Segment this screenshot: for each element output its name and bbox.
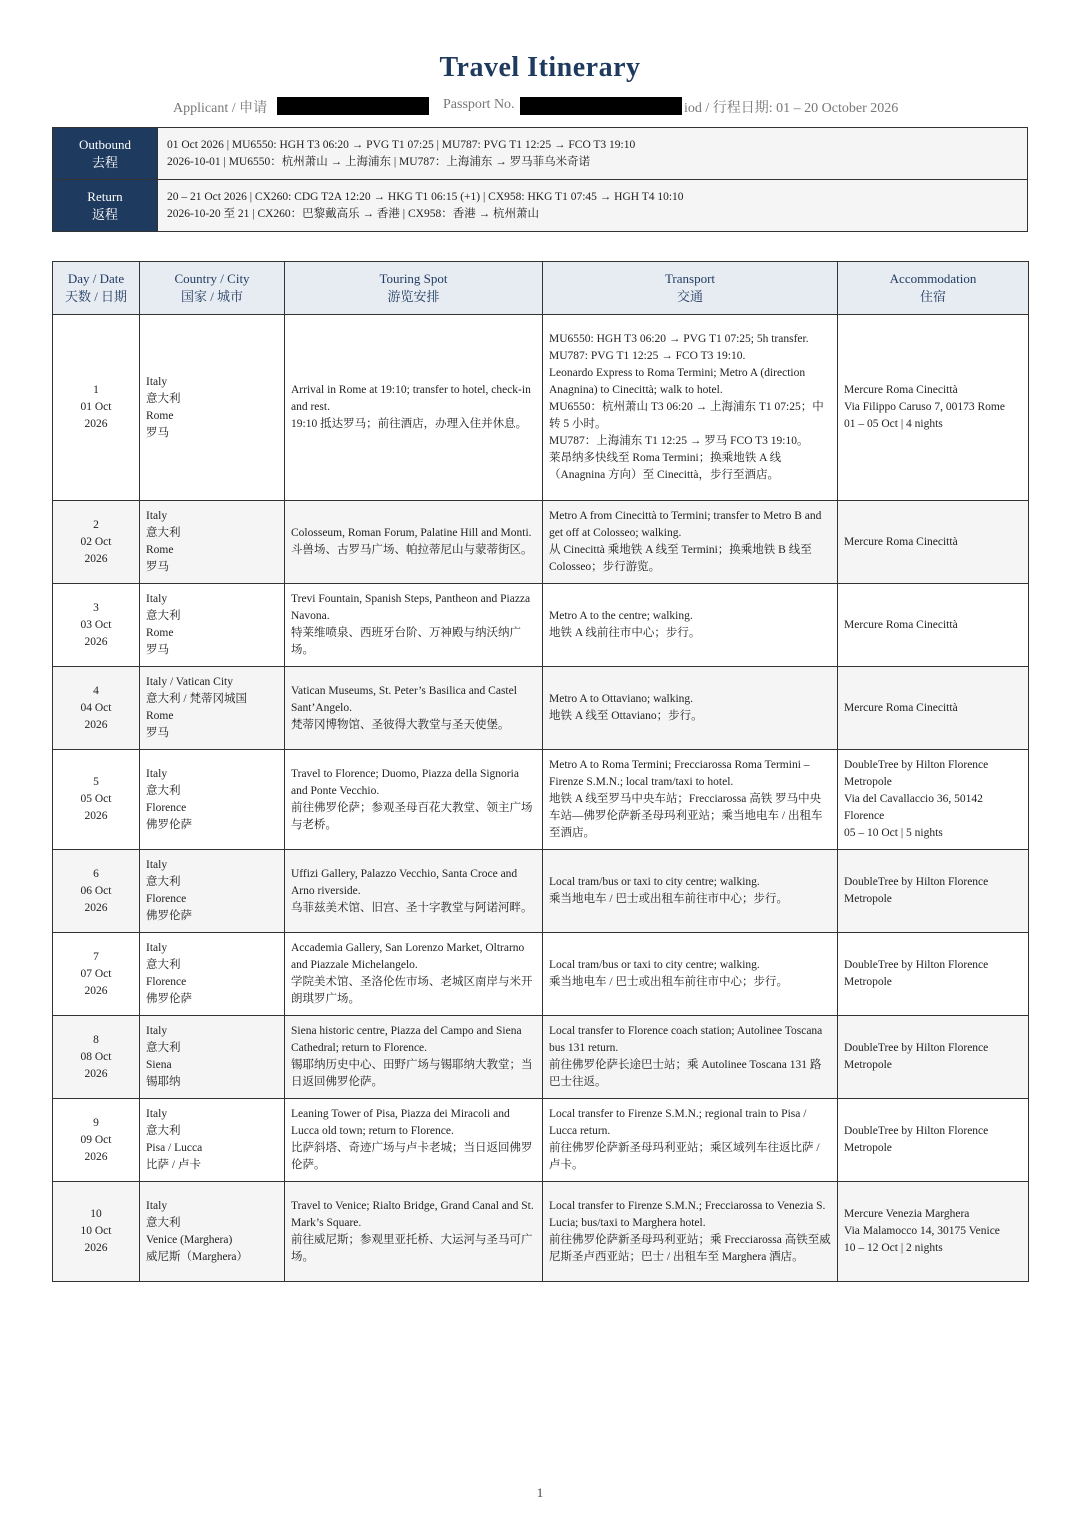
country-city-line: Florence [146, 976, 187, 988]
header-country-city [140, 262, 285, 315]
country-city-cell [140, 584, 285, 667]
day-date-line: 01 Oct [80, 401, 112, 413]
return-details-en: 20 – 21 Oct 2026 | CX260: CDG T2A 12:20 → HKG T1 06:15 (+1) | CX958: HKG T1 07:45 → HGH T4 10:10 [167, 190, 684, 203]
itinerary-row [53, 315, 1029, 501]
day-date-line: 09 Oct [80, 1133, 112, 1146]
touring-spot-line: Leaning Tower of Pisa, Piazza dei Miracoli and Lucca old town; return to Florence. [291, 1108, 510, 1137]
day-date-line: 2026 [84, 901, 108, 914]
country-city-line: Italy [146, 1199, 168, 1212]
header-row [53, 262, 1029, 315]
country-city-line: 意大利 [146, 1125, 181, 1137]
page-number: 1 [536, 1485, 544, 1500]
applicant-name-redaction [277, 97, 429, 115]
touring-spot-line: 19:10 抵达罗马；前往酒店，办理入住并休息。 [291, 418, 528, 430]
outbound-details-cell [158, 128, 1028, 180]
touring-spot-cell [285, 1099, 543, 1182]
itinerary-table [52, 261, 1029, 1282]
day-date-cell [53, 315, 140, 501]
country-city-line: 罗马 [146, 644, 169, 656]
country-city-cell [140, 1016, 285, 1099]
transport-line: Metro A to the centre; walking. [549, 610, 693, 622]
header-day-date [53, 262, 140, 315]
country-city-line: Italy [146, 510, 168, 522]
accommodation-line: DoubleTree by Hilton Florence Metropole [844, 959, 989, 988]
day-date-line: 2026 [84, 810, 108, 822]
transport-cell [543, 1016, 838, 1099]
return-label-zh: 返程 [91, 206, 118, 222]
country-city-line: 意大利 [146, 527, 181, 539]
country-city-line: Italy [146, 1108, 168, 1120]
country-city-line: Italy / Vatican City [146, 676, 233, 688]
country-city-cell [140, 315, 285, 501]
header-day-date-zh: 天数 / 日期 [64, 289, 128, 304]
accommodation-line: DoubleTree by Hilton Florence Metropole [844, 759, 989, 788]
touring-spot-cell [285, 1016, 543, 1099]
country-city-line: Italy [146, 593, 168, 605]
accommodation-line: 10 – 12 Oct | 2 nights [844, 1242, 943, 1254]
transport-line: Local transfer to Firenze S.M.N.; Frecciarossa to Venezia S. Lucia; bus/taxi to Marghera hotel. [549, 1199, 826, 1229]
country-city-line: 佛罗伦萨 [146, 993, 192, 1005]
country-city-line: 锡耶纳 [146, 1076, 181, 1088]
country-city-line: 意大利 / 梵蒂冈城国 [146, 693, 247, 705]
transport-line: Local tram/bus or taxi to city centre; walking. [549, 876, 760, 888]
country-city-line: Siena [146, 1059, 172, 1071]
touring-spot-cell [285, 501, 543, 584]
accommodation-cell [838, 667, 1029, 750]
accommodation-line: Via del Cavallaccio 36, 50142 Florence [844, 793, 983, 822]
day-date-line: 05 Oct [80, 793, 112, 805]
header-accommodation-en: Accommodation [889, 271, 977, 286]
accommodation-line: Mercure Roma Cinecittà [844, 618, 958, 631]
transport-line: Metro A to Ottaviano; walking. [549, 693, 694, 705]
outbound-label-cell [53, 128, 158, 180]
header-accommodation-zh: 住宿 [919, 289, 946, 304]
return-label-en: Return [87, 188, 123, 204]
touring-spot-line: 斗兽场、古罗马广场、帕拉蒂尼山与蒙蒂街区。 [291, 544, 533, 556]
day-date-line: 02 Oct [80, 535, 112, 548]
header-transport-zh: 交通 [676, 289, 703, 304]
transport-cell [543, 750, 838, 850]
transport-line: MU6550：杭州萧山 T3 06:20 → 上海浦东 T1 07:25；中转 5 小时。 [549, 401, 824, 430]
itinerary-row [53, 750, 1029, 850]
outbound-details-en: 01 Oct 2026 | MU6550: HGH T3 06:20 → PVG T1 07:25 | MU787: PVG T1 12:25 → FCO T3 19:10 [167, 138, 636, 151]
touring-spot-line: Accademia Gallery, San Lorenzo Market, Oltrarno and Piazzale Michelangelo. [291, 942, 525, 971]
itinerary-row [53, 1182, 1029, 1282]
country-city-line: 罗马 [146, 727, 169, 739]
accommodation-cell [838, 933, 1029, 1016]
day-date-cell [53, 933, 140, 1016]
passport-number-redaction [520, 97, 682, 115]
touring-spot-line: 学院美术馆、圣洛伦佐市场、老城区南岸与米开朗琪罗广场。 [291, 976, 533, 1005]
accommodation-line: Via Malamocco 14, 30175 Venice [844, 1225, 1000, 1237]
transport-line: 前往佛罗伦萨新圣母玛利亚站；乘 Frecciarossa 高铁至威尼斯圣卢西亚站；巴士 / 出租车至 Marghera 酒店。 [549, 1233, 831, 1263]
header-country-city-zh: 国家 / 城市 [180, 289, 244, 304]
day-date-line: 04 Oct [80, 701, 112, 714]
transport-line: Metro A from Cinecittà to Termini; transfer to Metro B and get off at Colosseo; walking. [549, 510, 822, 539]
transport-cell [543, 850, 838, 933]
day-date-line: 1 [93, 384, 99, 396]
touring-spot-line: Colosseum, Roman Forum, Palatine Hill and Monti. [291, 527, 532, 539]
touring-spot-cell [285, 584, 543, 667]
transport-line: 从 Cinecittà 乘地铁 A 线至 Termini；换乘地铁 B 线至 Colosseo；步行游览。 [549, 544, 812, 573]
country-city-line: 意大利 [146, 392, 181, 405]
day-date-cell [53, 1182, 140, 1282]
touring-spot-line: Travel to Venice; Rialto Bridge, Grand Canal and St. Mark’s Square. [291, 1199, 534, 1229]
day-date-line: 9 [93, 1116, 99, 1129]
day-date-line: 2026 [84, 1067, 108, 1080]
day-date-line: 2026 [84, 718, 108, 731]
country-city-cell [140, 850, 285, 933]
travel-period: iod / 行程日期: 01 – 20 October 2026 [684, 101, 899, 116]
day-date-cell [53, 750, 140, 850]
day-date-line: 08 Oct [80, 1050, 112, 1063]
header-touring-spot [285, 262, 543, 315]
header-transport [543, 262, 838, 315]
country-city-cell [140, 667, 285, 750]
touring-spot-line: Vatican Museums, St. Peter’s Basilica and Castel Sant’Angelo. [291, 684, 517, 714]
transport-cell [543, 315, 838, 501]
country-city-line: Rome [146, 409, 174, 422]
transport-line: 地铁 A 线至罗马中央车站；Frecciarossa 高铁 罗马中央车站—佛罗伦萨新圣母玛利亚站；乘当地电车 / 出租车至酒店。 [549, 793, 823, 839]
accommodation-cell [838, 750, 1029, 850]
transport-cell [543, 667, 838, 750]
itinerary-body [53, 315, 1029, 1282]
transport-line: Local tram/bus or taxi to city centre; walking. [549, 959, 760, 971]
day-date-line: 2026 [84, 984, 108, 997]
day-date-line: 07 Oct [80, 967, 112, 980]
transport-line: Local transfer to Firenze S.M.N.; regional train to Pisa / Lucca return. [549, 1108, 807, 1137]
applicant-label: Applicant / 申请 [173, 101, 268, 116]
accommodation-cell [838, 584, 1029, 667]
touring-spot-line: 前往威尼斯；参观里亚托桥、大运河与圣马可广场。 [291, 1233, 533, 1263]
return-label-cell [53, 180, 158, 232]
country-city-line: 意大利 [146, 876, 181, 888]
applicant-info-line [0, 97, 1080, 117]
header-country-city-en: Country / City [174, 271, 250, 286]
day-date-cell [53, 1099, 140, 1182]
return-details-cell [158, 180, 1028, 232]
accommodation-line: 05 – 10 Oct | 5 nights [844, 827, 943, 839]
touring-spot-cell [285, 1182, 543, 1282]
country-city-cell [140, 1099, 285, 1182]
transport-line: Leonardo Express to Roma Termini; Metro A (direction Anagnina) to Cinecittà; walk to hotel. [549, 367, 806, 396]
transport-line: 乘当地电车 / 巴士或出租车前往市中心；步行。 [549, 976, 788, 988]
country-city-line: 威尼斯（Marghera） [146, 1250, 248, 1263]
itinerary-row [53, 667, 1029, 750]
outbound-flight-row [53, 128, 1028, 180]
country-city-line: Italy [146, 859, 168, 871]
outbound-details-zh: 2026-10-01 | MU6550：杭州萧山 → 上海浦东 | MU787：上海浦东 → 罗马菲乌米奇诺 [167, 155, 591, 168]
day-date-line: 2026 [84, 418, 108, 430]
accommodation-line: DoubleTree by Hilton Florence Metropole [844, 1042, 989, 1071]
country-city-line: 意大利 [146, 610, 181, 622]
day-date-cell [53, 667, 140, 750]
country-city-line: 意大利 [146, 1216, 181, 1229]
transport-line: MU787：上海浦东 T1 12:25 → 罗马 FCO T3 19:10。 [549, 435, 809, 447]
country-city-line: Florence [146, 893, 187, 905]
day-date-cell [53, 584, 140, 667]
touring-spot-line: 乌菲兹美术馆、旧宫、圣十字教堂与阿诺河畔。 [291, 901, 533, 914]
accommodation-line: Mercure Roma Cinecittà [844, 384, 958, 396]
day-date-line: 2026 [84, 1242, 108, 1254]
touring-spot-line: Siena historic centre, Piazza del Campo and Siena Cathedral; return to Florence. [291, 1025, 522, 1054]
transport-line: 前往佛罗伦萨新圣母玛利亚站；乘区域列车往返比萨 / 卢卡。 [549, 1142, 820, 1171]
touring-spot-cell [285, 667, 543, 750]
accommodation-cell [838, 315, 1029, 501]
accommodation-cell [838, 850, 1029, 933]
day-date-line: 4 [93, 684, 99, 697]
transport-cell [543, 1182, 838, 1282]
header-accommodation [838, 262, 1029, 315]
itinerary-row [53, 850, 1029, 933]
touring-spot-cell [285, 850, 543, 933]
passport-label: Passport No. [443, 97, 515, 112]
accommodation-line: 01 – 05 Oct | 4 nights [844, 418, 943, 430]
day-date-line: 6 [93, 867, 99, 880]
country-city-line: 意大利 [146, 1042, 181, 1054]
country-city-line: Italy [146, 942, 168, 954]
touring-spot-line: 梵蒂冈博物馆、圣彼得大教堂与圣天使堡。 [291, 718, 510, 731]
touring-spot-line: 锡耶纳历史中心、田野广场与锡耶纳大教堂；当日返回佛罗伦萨。 [291, 1059, 533, 1088]
transport-cell [543, 501, 838, 584]
itinerary-row [53, 933, 1029, 1016]
outbound-label-en: Outbound [79, 136, 131, 152]
return-flight-row [53, 180, 1028, 232]
itinerary-row [53, 1099, 1029, 1182]
touring-spot-cell [285, 750, 543, 850]
transport-line: Metro A to Roma Termini; Frecciarossa Roma Termini – Firenze S.M.N.; local tram/taxi to hotel. [549, 759, 810, 788]
country-city-line: 佛罗伦萨 [146, 910, 192, 922]
country-city-line: 罗马 [146, 561, 169, 573]
touring-spot-line: Arrival in Rome at 19:10; transfer to hotel, check-in and rest. [291, 384, 531, 413]
header-touring-spot-zh: 游览安排 [387, 289, 440, 304]
itinerary-header [53, 262, 1029, 315]
transport-line: 莱昂纳多快线至 Roma Termini；换乘地铁 A 线（Anagnina 方向）至 Cinecittà，步行至酒店。 [549, 452, 782, 481]
touring-spot-line: Uffizi Gallery, Palazzo Vecchio, Santa Croce and Arno riverside. [291, 867, 518, 897]
touring-spot-cell [285, 933, 543, 1016]
transport-cell [543, 584, 838, 667]
touring-spot-line: Trevi Fountain, Spanish Steps, Pantheon and Piazza Navona. [291, 593, 531, 622]
accommodation-cell [838, 1099, 1029, 1182]
touring-spot-line: Travel to Florence; Duomo, Piazza della Signoria and Ponte Vecchio. [291, 767, 519, 797]
accommodation-cell [838, 501, 1029, 584]
country-city-line: 意大利 [146, 959, 181, 971]
day-date-cell [53, 850, 140, 933]
day-date-cell [53, 1016, 140, 1099]
day-date-line: 10 [90, 1208, 102, 1220]
day-date-line: 2026 [84, 1150, 108, 1163]
day-date-line: 06 Oct [80, 884, 112, 897]
transport-cell [543, 1099, 838, 1182]
transport-line: 地铁 A 线前往市中心；步行。 [549, 627, 701, 639]
flight-summary-table [52, 127, 1028, 232]
day-date-line: 5 [93, 776, 99, 788]
country-city-line: 意大利 [146, 784, 181, 797]
country-city-cell [140, 750, 285, 850]
day-date-line: 10 Oct [80, 1225, 112, 1237]
outbound-label-zh: 去程 [91, 154, 118, 170]
country-city-line: Italy [146, 375, 168, 388]
day-date-cell [53, 501, 140, 584]
accommodation-cell [838, 1182, 1029, 1282]
transport-line: 乘当地电车 / 巴士或出租车前往市中心；步行。 [549, 893, 788, 905]
header-day-date-en: Day / Date [67, 271, 125, 286]
country-city-line: Venice (Marghera) [146, 1233, 233, 1246]
country-city-line: Italy [146, 767, 168, 780]
document-title: Travel Itinerary [439, 52, 641, 83]
touring-spot-line: 前往佛罗伦萨；参观圣母百花大教堂、领主广场与老桥。 [291, 801, 533, 831]
header-transport-en: Transport [664, 271, 716, 286]
transport-line: MU787: PVG T1 12:25 → FCO T3 19:10. [549, 350, 746, 362]
country-city-line: 罗马 [146, 426, 169, 439]
return-details-zh: 2026-10-20 至 21 | CX260：巴黎戴高乐 → 香港 | CX958：香港 → 杭州萧山 [167, 207, 539, 220]
touring-spot-line: 特莱维喷泉、西班牙台阶、万神殿与纳沃纳广场。 [291, 627, 521, 656]
country-city-cell [140, 1182, 285, 1282]
day-date-line: 2026 [84, 635, 108, 648]
country-city-line: Rome [146, 710, 174, 722]
day-date-line: 03 Oct [80, 618, 112, 631]
country-city-line: 佛罗伦萨 [146, 818, 192, 831]
country-city-cell [140, 501, 285, 584]
country-city-line: Rome [146, 627, 174, 639]
transport-line: 前往佛罗伦萨长途巴士站；乘 Autolinee Toscana 131 路巴士往返。 [549, 1059, 822, 1088]
itinerary-row [53, 584, 1029, 667]
touring-spot-line: 比萨斜塔、奇迹广场与卢卡老城；当日返回佛罗伦萨。 [291, 1142, 533, 1171]
country-city-line: Pisa / Lucca [146, 1142, 203, 1154]
accommodation-line: Mercure Roma Cinecittà [844, 535, 958, 548]
accommodation-line: Mercure Roma Cinecittà [844, 701, 958, 714]
itinerary-row [53, 501, 1029, 584]
country-city-line: Florence [146, 801, 187, 814]
day-date-line: 2 [93, 518, 99, 531]
country-city-cell [140, 933, 285, 1016]
accommodation-line: Mercure Venezia Marghera [844, 1208, 970, 1220]
country-city-line: 比萨 / 卢卡 [146, 1159, 201, 1171]
transport-cell [543, 933, 838, 1016]
accommodation-line: DoubleTree by Hilton Florence Metropole [844, 1125, 989, 1154]
itinerary-row [53, 1016, 1029, 1099]
transport-line: 地铁 A 线至 Ottaviano；步行。 [549, 710, 703, 722]
transport-line: Local transfer to Florence coach station; Autolinee Toscana bus 131 return. [549, 1025, 823, 1054]
day-date-line: 3 [93, 601, 99, 614]
touring-spot-cell [285, 315, 543, 501]
header-touring-spot-en: Touring Spot [379, 271, 448, 286]
day-date-line: 2026 [84, 552, 108, 565]
accommodation-line: DoubleTree by Hilton Florence Metropole [844, 876, 989, 905]
country-city-line: Italy [146, 1025, 168, 1037]
accommodation-line: Via Filippo Caruso 7, 00173 Rome [844, 401, 1005, 413]
accommodation-cell [838, 1016, 1029, 1099]
transport-line: MU6550: HGH T3 06:20 → PVG T1 07:25; 5h transfer. [549, 333, 809, 345]
day-date-line: 8 [93, 1033, 99, 1046]
day-date-line: 7 [93, 950, 99, 963]
country-city-line: Rome [146, 544, 174, 556]
